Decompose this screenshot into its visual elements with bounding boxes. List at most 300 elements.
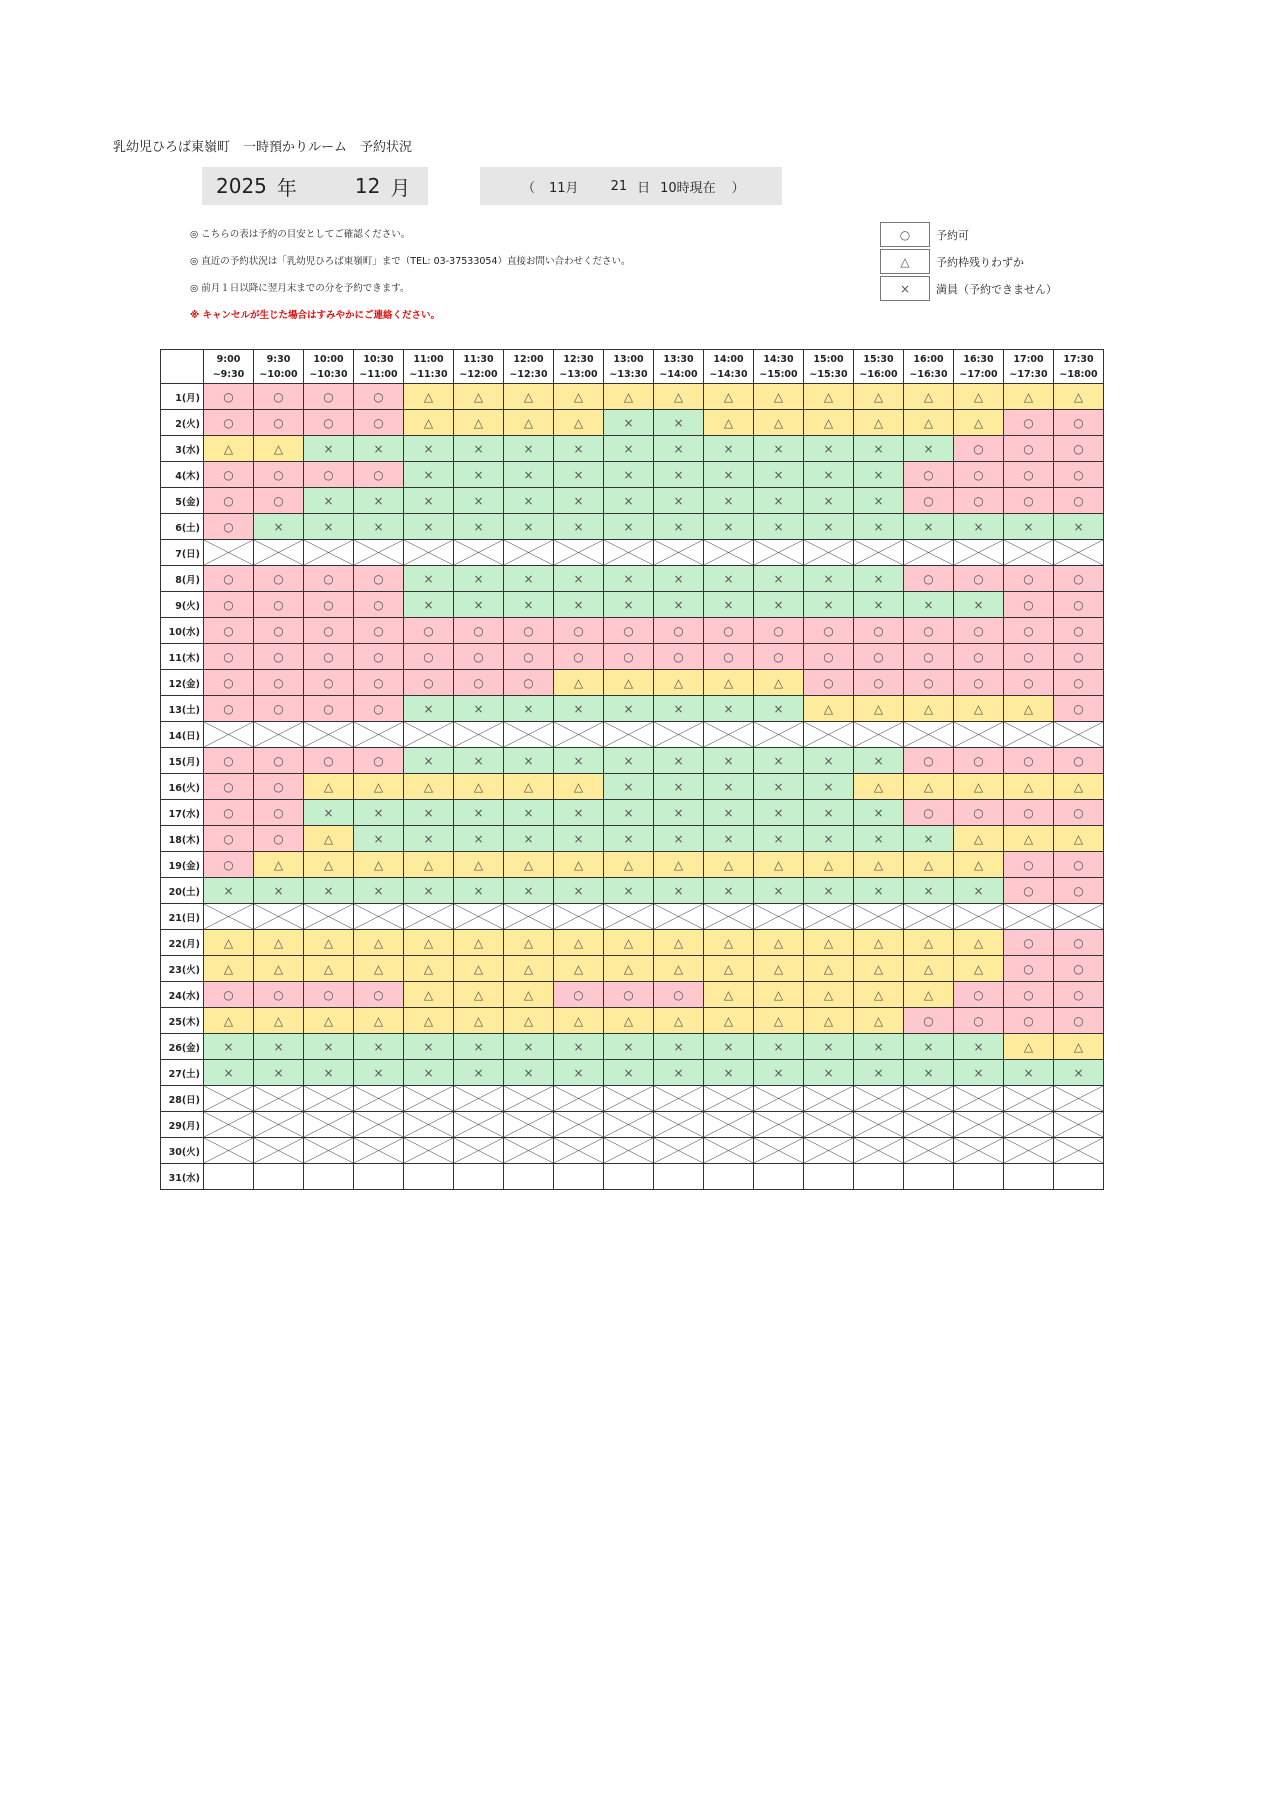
slot-few-left: △	[454, 1008, 504, 1034]
time-slot-header	[354, 350, 404, 384]
slot-few-left: △	[454, 956, 504, 982]
slot-full: ×	[554, 1060, 604, 1086]
slot-full: ×	[204, 878, 254, 904]
slot-few-left: △	[604, 384, 654, 410]
time-slot-start: 12:30	[563, 353, 594, 365]
slot-available: ○	[554, 982, 604, 1008]
slot-available: ○	[304, 696, 354, 722]
slot-closed	[554, 1138, 604, 1164]
slot-full: ×	[804, 462, 854, 488]
slot-full: ×	[404, 800, 454, 826]
time-slot-header	[404, 350, 454, 384]
slot-closed	[904, 904, 954, 930]
time-slot-header	[554, 350, 604, 384]
slot-few-left: △	[754, 384, 804, 410]
slot-few-left: △	[354, 774, 404, 800]
slot-available: ○	[254, 644, 304, 670]
slot-full: ×	[654, 592, 704, 618]
time-slot-start: 15:30	[863, 353, 894, 365]
slot-available: ○	[604, 644, 654, 670]
slot-closed	[354, 1112, 404, 1138]
slot-available: ○	[954, 462, 1004, 488]
slot-full: ×	[554, 1034, 604, 1060]
slot-few-left: △	[854, 1008, 904, 1034]
slot-available: ○	[954, 488, 1004, 514]
slot-full: ×	[604, 1060, 654, 1086]
as-of-day: 21	[610, 178, 628, 194]
header-corner-cell	[161, 350, 204, 384]
slot-closed	[304, 722, 354, 748]
slot-few-left: △	[404, 852, 454, 878]
slot-full: ×	[854, 1060, 904, 1086]
slot-closed	[954, 904, 1004, 930]
slot-available: ○	[204, 800, 254, 826]
slot-full: ×	[654, 410, 704, 436]
slot-full: ×	[654, 696, 704, 722]
slot-few-left: △	[604, 852, 654, 878]
day-label: 16(火)	[161, 774, 204, 800]
time-slot-end: ~12:30	[509, 368, 548, 380]
slot-few-left: △	[504, 956, 554, 982]
slot-few-left: △	[554, 930, 604, 956]
time-slot-header	[504, 350, 554, 384]
slot-available: ○	[954, 436, 1004, 462]
slot-closed	[754, 1138, 804, 1164]
slot-full: ×	[654, 774, 704, 800]
slot-few-left: △	[504, 852, 554, 878]
slot-few-left: △	[354, 930, 404, 956]
slot-few-left: △	[754, 982, 804, 1008]
slot-available: ○	[1054, 878, 1104, 904]
time-slot-header	[254, 350, 304, 384]
slot-full: ×	[454, 436, 504, 462]
slot-full: ×	[354, 436, 404, 462]
slot-available: ○	[204, 852, 254, 878]
slot-few-left: △	[304, 1008, 354, 1034]
slot-full: ×	[554, 826, 604, 852]
slot-full: ×	[554, 514, 604, 540]
day-label: 14(日)	[161, 722, 204, 748]
time-slot-end: ~9:30	[212, 368, 245, 380]
slot-closed	[954, 540, 1004, 566]
slot-full: ×	[854, 436, 904, 462]
legend-swatch-few-left: △	[880, 249, 930, 274]
slot-closed	[404, 540, 454, 566]
slot-few-left: △	[304, 930, 354, 956]
slot-few-left: △	[554, 410, 604, 436]
slot-closed	[404, 904, 454, 930]
slot-few-left: △	[1004, 384, 1054, 410]
slot-available: ○	[1054, 618, 1104, 644]
slot-available: ○	[354, 384, 404, 410]
slot-full: ×	[604, 488, 654, 514]
slot-closed	[454, 1086, 504, 1112]
slot-available: ○	[654, 982, 704, 1008]
slot-closed	[854, 1086, 904, 1112]
slot-few-left: △	[954, 956, 1004, 982]
slot-closed	[704, 1138, 754, 1164]
legend-label-few-left: 予約枠残りわずか	[936, 255, 1024, 269]
slot-full: ×	[454, 1060, 504, 1086]
slot-full: ×	[654, 488, 704, 514]
slot-full: ×	[604, 566, 654, 592]
slot-full: ×	[854, 488, 904, 514]
slot-full: ×	[454, 800, 504, 826]
slot-available: ○	[654, 644, 704, 670]
time-slot-header-row	[161, 350, 1104, 384]
year-label: 年	[276, 175, 297, 200]
slot-available: ○	[254, 618, 304, 644]
slot-closed	[454, 1112, 504, 1138]
slot-full: ×	[654, 566, 704, 592]
slot-available: ○	[354, 566, 404, 592]
slot-full: ×	[704, 514, 754, 540]
slot-full: ×	[404, 436, 454, 462]
slot-available: ○	[354, 696, 404, 722]
day-label: 17(水)	[161, 800, 204, 826]
day-row	[161, 384, 1104, 410]
slot-closed	[704, 1086, 754, 1112]
slot-full: ×	[404, 566, 454, 592]
day-row	[161, 592, 1104, 618]
day-label: 15(月)	[161, 748, 204, 774]
day-label: 12(金)	[161, 670, 204, 696]
slot-full: ×	[804, 1034, 854, 1060]
day-row	[161, 956, 1104, 982]
slot-closed	[304, 1138, 354, 1164]
time-slot-end: ~18:00	[1059, 368, 1098, 380]
slot-available: ○	[204, 982, 254, 1008]
day-row	[161, 1008, 1104, 1034]
slot-available: ○	[304, 384, 354, 410]
slot-full: ×	[754, 774, 804, 800]
slot-few-left: △	[954, 410, 1004, 436]
slot-full: ×	[1054, 514, 1104, 540]
slot-full: ×	[854, 748, 904, 774]
slot-few-left: △	[904, 852, 954, 878]
slot-full: ×	[254, 1060, 304, 1086]
slot-available: ○	[1004, 852, 1054, 878]
slot-available: ○	[1004, 618, 1054, 644]
slot-available: ○	[1054, 488, 1104, 514]
slot-full: ×	[954, 1034, 1004, 1060]
slot-full: ×	[454, 1034, 504, 1060]
slot-few-left: △	[904, 930, 954, 956]
slot-few-left: △	[554, 956, 604, 982]
slot-closed	[354, 540, 404, 566]
slot-full: ×	[454, 566, 504, 592]
slot-full: ×	[554, 696, 604, 722]
day-row	[161, 982, 1104, 1008]
year-value: 2025	[216, 174, 267, 198]
slot-available: ○	[754, 618, 804, 644]
slot-full: ×	[704, 1060, 754, 1086]
day-row	[161, 1112, 1104, 1138]
day-row	[161, 800, 1104, 826]
slot-empty	[754, 1164, 804, 1190]
slot-closed	[854, 1138, 904, 1164]
day-row	[161, 1086, 1104, 1112]
slot-closed	[654, 1086, 704, 1112]
slot-available: ○	[904, 488, 954, 514]
slot-available: ○	[1054, 410, 1104, 436]
slot-few-left: △	[654, 930, 704, 956]
day-row	[161, 410, 1104, 436]
slot-few-left: △	[504, 774, 554, 800]
slot-full: ×	[554, 800, 604, 826]
slot-few-left: △	[454, 982, 504, 1008]
slot-few-left: △	[954, 384, 1004, 410]
slot-empty	[354, 1164, 404, 1190]
slot-full: ×	[504, 1034, 554, 1060]
slot-few-left: △	[904, 982, 954, 1008]
slot-available: ○	[354, 462, 404, 488]
day-row	[161, 930, 1104, 956]
slot-available: ○	[404, 670, 454, 696]
time-slot-end: ~14:00	[659, 368, 698, 380]
slot-full: ×	[404, 1060, 454, 1086]
slot-closed	[204, 1086, 254, 1112]
slot-closed	[354, 1086, 404, 1112]
slot-available: ○	[704, 644, 754, 670]
slot-closed	[754, 1112, 804, 1138]
slot-few-left: △	[204, 1008, 254, 1034]
time-slot-end: ~16:30	[909, 368, 948, 380]
slot-few-left: △	[954, 852, 1004, 878]
slot-few-left: △	[1004, 1034, 1054, 1060]
slot-full: ×	[354, 1060, 404, 1086]
slot-closed	[454, 1138, 504, 1164]
slot-empty	[1054, 1164, 1104, 1190]
slot-available: ○	[354, 592, 404, 618]
slot-available: ○	[204, 670, 254, 696]
day-row	[161, 722, 1104, 748]
slot-few-left: △	[954, 930, 1004, 956]
slot-few-left: △	[904, 956, 954, 982]
slot-closed	[404, 722, 454, 748]
slot-few-left: △	[504, 410, 554, 436]
slot-available: ○	[1054, 852, 1104, 878]
slot-closed	[604, 1138, 654, 1164]
slot-few-left: △	[704, 410, 754, 436]
slot-full: ×	[854, 826, 904, 852]
slot-few-left: △	[804, 930, 854, 956]
slot-closed	[354, 1138, 404, 1164]
slot-full: ×	[604, 1034, 654, 1060]
slot-few-left: △	[1054, 826, 1104, 852]
time-slot-end: ~14:30	[709, 368, 748, 380]
legend-item-few-left	[880, 248, 1057, 275]
slot-closed	[254, 1112, 304, 1138]
slot-closed	[754, 722, 804, 748]
slot-full: ×	[704, 1034, 754, 1060]
slot-few-left: △	[404, 930, 454, 956]
slot-closed	[654, 1138, 704, 1164]
slot-full: ×	[904, 1060, 954, 1086]
time-slot-header	[754, 350, 804, 384]
slot-few-left: △	[704, 670, 754, 696]
slot-full: ×	[504, 436, 554, 462]
slot-full: ×	[504, 514, 554, 540]
slot-few-left: △	[604, 930, 654, 956]
time-slot-start: 9:30	[266, 353, 291, 365]
slot-few-left: △	[754, 670, 804, 696]
slot-full: ×	[404, 514, 454, 540]
time-slot-start: 13:30	[663, 353, 694, 365]
slot-few-left: △	[1054, 384, 1104, 410]
slot-full: ×	[604, 748, 654, 774]
slot-full: ×	[804, 748, 854, 774]
slot-available: ○	[1054, 956, 1104, 982]
slot-available: ○	[304, 592, 354, 618]
slot-full: ×	[604, 436, 654, 462]
slot-available: ○	[1004, 592, 1054, 618]
slot-available: ○	[504, 670, 554, 696]
time-slot-start: 16:00	[913, 353, 944, 365]
slot-available: ○	[904, 800, 954, 826]
slot-available: ○	[304, 644, 354, 670]
slot-available: ○	[954, 800, 1004, 826]
as-of-month: 11月	[549, 180, 579, 196]
slot-available: ○	[504, 618, 554, 644]
slot-few-left: △	[304, 956, 354, 982]
slot-full: ×	[1054, 1060, 1104, 1086]
slot-few-left: △	[804, 410, 854, 436]
slot-few-left: △	[1004, 826, 1054, 852]
time-slot-start: 11:30	[463, 353, 494, 365]
slot-closed	[1004, 1112, 1054, 1138]
slot-full: ×	[504, 462, 554, 488]
slot-closed	[704, 1112, 754, 1138]
slot-few-left: △	[254, 956, 304, 982]
slot-few-left: △	[354, 1008, 404, 1034]
slot-full: ×	[904, 1034, 954, 1060]
day-row	[161, 644, 1104, 670]
slot-closed	[554, 1086, 604, 1112]
slot-full: ×	[704, 566, 754, 592]
slot-available: ○	[954, 618, 1004, 644]
slot-few-left: △	[254, 930, 304, 956]
day-label: 19(金)	[161, 852, 204, 878]
slot-full: ×	[804, 592, 854, 618]
slot-available: ○	[1004, 800, 1054, 826]
slot-empty	[304, 1164, 354, 1190]
slot-closed	[204, 1112, 254, 1138]
day-row	[161, 904, 1104, 930]
slot-closed	[554, 904, 604, 930]
slot-closed	[754, 540, 804, 566]
day-label: 21(日)	[161, 904, 204, 930]
slot-available: ○	[804, 644, 854, 670]
slot-available: ○	[854, 670, 904, 696]
slot-full: ×	[554, 462, 604, 488]
time-slot-header	[1004, 350, 1054, 384]
slot-full: ×	[554, 748, 604, 774]
slot-full: ×	[904, 592, 954, 618]
slot-available: ○	[954, 982, 1004, 1008]
slot-closed	[804, 1086, 854, 1112]
slot-few-left: △	[554, 1008, 604, 1034]
slot-few-left: △	[554, 670, 604, 696]
slot-few-left: △	[854, 852, 904, 878]
slot-available: ○	[904, 1008, 954, 1034]
slot-full: ×	[754, 488, 804, 514]
slot-few-left: △	[704, 1008, 754, 1034]
slot-few-left: △	[404, 956, 454, 982]
slot-available: ○	[204, 488, 254, 514]
day-row	[161, 826, 1104, 852]
slot-full: ×	[854, 514, 904, 540]
slot-available: ○	[604, 982, 654, 1008]
slot-full: ×	[804, 566, 854, 592]
day-label: 13(土)	[161, 696, 204, 722]
slot-available: ○	[1004, 488, 1054, 514]
slot-full: ×	[754, 1034, 804, 1060]
slot-closed	[504, 540, 554, 566]
slot-closed	[454, 540, 504, 566]
slot-closed	[354, 904, 404, 930]
slot-full: ×	[804, 800, 854, 826]
slot-few-left: △	[604, 956, 654, 982]
day-row	[161, 540, 1104, 566]
slot-available: ○	[754, 644, 804, 670]
slot-few-left: △	[554, 774, 604, 800]
slot-full: ×	[754, 800, 804, 826]
slot-full: ×	[854, 462, 904, 488]
legend-item-full	[880, 275, 1057, 302]
slot-available: ○	[304, 748, 354, 774]
slot-available: ○	[204, 514, 254, 540]
day-label: 29(月)	[161, 1112, 204, 1138]
slot-full: ×	[904, 514, 954, 540]
slot-available: ○	[204, 566, 254, 592]
legend	[880, 221, 1057, 302]
slot-closed	[754, 904, 804, 930]
time-slot-end: ~10:00	[259, 368, 298, 380]
slot-available: ○	[1004, 670, 1054, 696]
slot-full: ×	[704, 800, 754, 826]
slot-available: ○	[254, 774, 304, 800]
slot-full: ×	[704, 592, 754, 618]
time-slot-end: ~13:30	[609, 368, 648, 380]
slot-closed	[204, 1138, 254, 1164]
day-row	[161, 566, 1104, 592]
slot-available: ○	[254, 384, 304, 410]
slot-full: ×	[654, 800, 704, 826]
slot-few-left: △	[454, 774, 504, 800]
slot-full: ×	[554, 488, 604, 514]
slot-few-left: △	[1004, 774, 1054, 800]
slot-full: ×	[804, 436, 854, 462]
slot-closed	[554, 540, 604, 566]
slot-available: ○	[904, 462, 954, 488]
slot-empty	[604, 1164, 654, 1190]
slot-full: ×	[304, 488, 354, 514]
slot-full: ×	[704, 462, 754, 488]
slot-closed	[754, 1086, 804, 1112]
slot-closed	[1054, 1138, 1104, 1164]
time-slot-start: 17:00	[1013, 353, 1044, 365]
slot-few-left: △	[754, 410, 804, 436]
slot-closed	[654, 722, 704, 748]
slot-full: ×	[704, 774, 754, 800]
slot-closed	[1004, 540, 1054, 566]
slot-full: ×	[554, 436, 604, 462]
slot-few-left: △	[454, 930, 504, 956]
slot-full: ×	[504, 748, 554, 774]
slot-available: ○	[804, 618, 854, 644]
slot-few-left: △	[654, 852, 704, 878]
